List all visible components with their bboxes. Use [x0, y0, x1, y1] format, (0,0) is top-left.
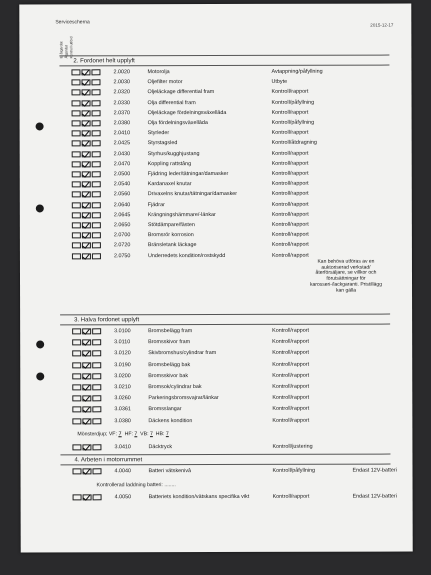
checklist-row	[72, 326, 348, 337]
checkbox[interactable]	[92, 100, 101, 106]
tread-hb-label: HB:	[155, 431, 165, 438]
checkbox[interactable]	[92, 253, 101, 259]
checklist-row	[72, 404, 348, 415]
checkbox[interactable]	[92, 468, 101, 474]
row-code: 3.0260	[114, 395, 131, 402]
checkbox[interactable]	[82, 151, 91, 157]
checkbox[interactable]	[82, 182, 91, 188]
row-action: Kontroll/rapport	[271, 242, 309, 249]
checkbox[interactable]	[82, 120, 91, 126]
row-action: Kontroll/rapport	[272, 350, 310, 357]
checklist-row	[72, 250, 348, 261]
row-description: Motorolja	[147, 69, 170, 76]
row-code: 2.0430	[113, 150, 131, 157]
row-code: 3.0100	[114, 328, 131, 335]
row-action: Kontroll/rapport	[271, 231, 309, 239]
row-description: Koppling rattstång	[147, 160, 192, 167]
row-action: Kontroll/påfyllning	[272, 467, 316, 474]
row-action: Kontroll/rapport	[272, 406, 310, 413]
row-code: 3.0190	[114, 361, 131, 368]
checklist-row	[72, 107, 348, 118]
row-note: Endast 12V-batteri	[352, 467, 397, 474]
row-description: Bränsletank läckage	[147, 242, 197, 249]
checkbox[interactable]	[72, 192, 81, 198]
checkbox[interactable]	[92, 202, 101, 208]
checklist-row	[72, 148, 348, 159]
row-description: Olja differential fram	[147, 99, 196, 106]
checklist-row	[72, 118, 348, 129]
checklist-row	[72, 415, 348, 426]
checklist-row	[72, 393, 348, 404]
row-description: Bromsrör korrosion	[147, 232, 194, 239]
checklist-row	[72, 465, 428, 476]
row-code: 3.0380	[114, 417, 131, 424]
checkbox[interactable]	[82, 171, 91, 177]
checklist-row	[72, 230, 348, 241]
row-action: Kontroll/rapport	[272, 327, 310, 334]
checklist-row	[73, 491, 429, 502]
row-action: Kontroll/rapport	[271, 160, 309, 167]
checkbox[interactable]	[82, 233, 91, 239]
checkbox[interactable]	[72, 243, 81, 249]
checkbox[interactable]	[92, 328, 101, 334]
checkbox[interactable]	[72, 384, 81, 390]
tread-hf-value[interactable]: 7	[134, 431, 138, 438]
row-description: Underredets kondition/rostskydd	[147, 252, 226, 259]
checkbox[interactable]	[92, 110, 101, 116]
row-action: Kontroll/rapport	[272, 361, 310, 368]
punch-hole	[36, 122, 44, 130]
checkbox[interactable]	[72, 171, 81, 177]
tread-hb-value[interactable]: 7	[165, 431, 169, 438]
checkbox[interactable]	[92, 181, 101, 187]
checklist-row	[72, 97, 348, 108]
checklist-row	[72, 179, 348, 190]
section-title: 3. Halva fordonet upplyft	[74, 316, 140, 323]
checkbox[interactable]	[72, 373, 81, 379]
checkbox[interactable]	[92, 120, 101, 126]
section-title: 4. Arbeten i motorrummet	[74, 456, 143, 463]
row-description: Batteri vätskenivå	[148, 468, 192, 475]
checkbox[interactable]	[72, 100, 81, 106]
row-code: 2.0030	[113, 79, 130, 86]
checkbox[interactable]	[92, 373, 101, 379]
punch-hole	[36, 204, 44, 212]
checklist-row	[72, 87, 348, 98]
checklist-row	[72, 370, 348, 381]
row-description: Bromsbelägg fram	[148, 328, 193, 335]
row-description: Styrhus/kugghjustang	[147, 150, 200, 157]
checkbox[interactable]	[82, 384, 91, 390]
row-description: Batteriets kondition/vätskans specifika vikt	[148, 493, 250, 501]
column-label: Kontroll utförd	[69, 36, 74, 59]
service-schedule-page	[19, 3, 412, 552]
checkbox[interactable]	[81, 80, 90, 86]
checkbox[interactable]	[92, 351, 101, 357]
row-code: 3.0110	[114, 339, 131, 346]
row-description: Däckens kondition	[148, 417, 193, 424]
checklist-row	[72, 240, 348, 251]
checkbox[interactable]	[91, 79, 100, 85]
row-action: Kontroll/rapport	[272, 417, 310, 424]
checkbox[interactable]	[72, 141, 81, 147]
column-label: Ej åtgärdat	[59, 41, 64, 59]
page-title: Servicescherna	[55, 19, 90, 26]
row-code: 3.0120	[114, 350, 131, 357]
tread-label: Mönsterdjup; VF:	[77, 431, 117, 438]
row-description: Parkeringsbromsvajrar/länkar	[148, 395, 219, 402]
checklist-row	[72, 138, 348, 149]
checkbox[interactable]	[72, 407, 81, 413]
checkbox[interactable]	[82, 90, 91, 96]
checkbox[interactable]	[92, 222, 101, 228]
row-code: 2.0330	[113, 99, 131, 106]
checklist-row	[71, 67, 347, 78]
row-action: Kontroll/rapport	[271, 129, 309, 137]
row-description: Bromsok/cylindrar bak	[148, 384, 202, 391]
row-description: Bromsskivor bak	[148, 372, 189, 379]
row-action: Kontroll/åtdragning	[271, 140, 317, 147]
checkbox[interactable]	[92, 362, 101, 368]
row-code: 3.0210	[114, 384, 131, 391]
row-action: Kontroll/rapport	[272, 338, 310, 346]
checkbox[interactable]	[93, 494, 102, 500]
row-description: Stötdämpare/fästen	[147, 222, 195, 229]
checkbox[interactable]	[92, 444, 101, 450]
checkbox[interactable]	[82, 407, 91, 413]
row-code: 2.0700	[113, 232, 131, 239]
row-action: Kontroll/rapport	[271, 201, 309, 208]
checkbox[interactable]	[82, 328, 91, 334]
checklist-row	[72, 169, 348, 180]
row-action: Kontroll/rapport	[271, 252, 309, 259]
checkbox[interactable]	[92, 339, 101, 345]
row-code: 2.0750	[113, 252, 131, 259]
row-description: Fjädrar	[147, 201, 165, 208]
row-action: Kontroll/rapport	[271, 191, 309, 198]
row-description: Drivaxelns knutar/tätningar/damasker	[147, 191, 238, 198]
checklist-row	[71, 77, 347, 88]
battery-charge-line: Kontrollerad laddning batteri: ........	[96, 482, 176, 489]
checkbox[interactable]	[82, 161, 91, 167]
row-action: Kontroll/justering	[272, 443, 313, 450]
row-code: 2.0500	[113, 171, 131, 178]
checkbox[interactable]	[72, 418, 81, 424]
row-action: Kontroll/rapport	[271, 89, 309, 96]
row-description: Fjädring leder/tätningar/damasker	[147, 170, 229, 178]
row-code: 3.0361	[114, 406, 131, 413]
checkbox[interactable]	[92, 161, 101, 167]
row-action: Avtappning/påfyllning	[271, 68, 323, 75]
row-code: 2.0370	[113, 110, 131, 117]
checkbox[interactable]	[72, 120, 81, 126]
column-labels	[59, 30, 74, 58]
checkbox[interactable]	[92, 171, 101, 177]
checkbox[interactable]	[72, 90, 81, 96]
checkbox[interactable]	[82, 340, 91, 346]
checklist-row	[72, 359, 348, 370]
row-description: Oljefilter motor	[147, 79, 183, 86]
row-action: Kontroll/rapport	[271, 170, 309, 177]
row-code: 2.0410	[113, 130, 131, 137]
checkbox[interactable]	[92, 151, 101, 157]
checkbox[interactable]	[82, 110, 91, 116]
row-description: Krängningshämmare/-länkar	[147, 211, 216, 218]
checkbox[interactable]	[82, 100, 91, 106]
row-action: Kontroll/rapport	[271, 221, 309, 228]
checkbox[interactable]	[92, 141, 101, 147]
checklist-row	[72, 199, 348, 210]
checkbox[interactable]	[71, 69, 80, 75]
row-code: 2.0560	[113, 191, 131, 198]
checkbox[interactable]	[82, 418, 91, 424]
row-action: Utbyte	[271, 79, 288, 86]
row-action: Kontroll/rapport	[271, 150, 309, 157]
checkbox[interactable]	[82, 444, 91, 450]
row-code: 2.0645	[113, 212, 131, 219]
checklist-row	[72, 348, 348, 359]
checkbox[interactable]	[91, 69, 100, 75]
checkbox[interactable]	[92, 407, 101, 413]
checklist-row	[72, 128, 348, 139]
checkbox[interactable]	[72, 328, 81, 334]
checkbox[interactable]	[72, 110, 81, 116]
checkbox[interactable]	[82, 131, 91, 137]
checkbox[interactable]	[72, 222, 81, 228]
row-action: Kontroll/rapport	[271, 180, 309, 188]
checkbox[interactable]	[82, 396, 91, 402]
row-code: 2.0650	[113, 222, 131, 229]
checkbox[interactable]	[82, 141, 91, 147]
row-description: Däcktryck	[148, 444, 173, 451]
row-code: 2.0320	[113, 89, 131, 96]
row-description: Oljeläckage fördelningsväxellåda	[147, 109, 227, 116]
checkbox[interactable]	[71, 80, 80, 86]
checkbox[interactable]	[92, 212, 101, 218]
checkbox[interactable]	[72, 212, 81, 218]
row-action: Kontroll/påfyllning	[271, 99, 315, 106]
checklist-row	[72, 382, 348, 393]
checkbox[interactable]	[92, 395, 101, 401]
checkbox[interactable]	[72, 161, 81, 167]
row-description: Bromsslangar	[148, 406, 182, 413]
column-label: Åtgärdat	[64, 45, 69, 59]
checkbox[interactable]	[72, 151, 81, 157]
row-description: Kardanaxel knutar	[147, 181, 192, 188]
punch-hole	[36, 372, 44, 380]
checkbox[interactable]	[72, 362, 81, 368]
row-action: Kontroll/påfyllning	[271, 119, 315, 126]
checkbox[interactable]	[72, 202, 81, 208]
checkbox[interactable]	[72, 444, 81, 450]
tread-vf-value[interactable]: 7	[118, 431, 122, 438]
checkbox[interactable]	[72, 468, 81, 474]
checkbox[interactable]	[72, 233, 81, 239]
row-description: Olja fördelningsväxellåda	[147, 120, 208, 127]
checklist-row	[72, 337, 348, 348]
tread-vb-value[interactable]: 7	[149, 431, 153, 438]
row-code: 2.0020	[113, 69, 130, 76]
row-description: Oljeläckage differential fram	[147, 89, 215, 96]
section-title: 2. Fordonet helt upplyft	[73, 57, 135, 64]
checklist-row	[72, 220, 348, 231]
checkbox[interactable]	[72, 340, 81, 346]
row-code: 2.0380	[113, 120, 131, 127]
row-description: Skivbromshus/cylindrar fram	[148, 350, 217, 357]
row-description: Styrleder	[147, 130, 170, 137]
warranty-note: Kan behöva utföras av en auktoriserad verkstad/återförsäljare, se villkor och förutsättningar för karosseri-/lackgaranti. Pristillägg kan gälla	[310, 258, 383, 294]
row-action: Kontroll/rapport	[272, 493, 310, 500]
checkbox[interactable]	[82, 373, 91, 379]
checklist-row	[72, 209, 348, 220]
row-action: Kontroll/rapport	[272, 383, 310, 390]
tread-depth-line	[77, 431, 168, 437]
row-note: Endast 12V-batteri	[352, 493, 397, 500]
checklist-row	[72, 442, 348, 453]
checkbox[interactable]	[72, 396, 81, 402]
row-code: 2.0425	[113, 140, 131, 147]
checkbox[interactable]	[92, 90, 101, 96]
checkbox[interactable]	[92, 243, 101, 249]
row-action: Kontroll/rapport	[271, 211, 309, 218]
checklist-row	[72, 158, 348, 169]
checkbox[interactable]	[82, 243, 91, 249]
row-code: 4.0050	[114, 494, 132, 501]
checkbox[interactable]	[72, 253, 81, 259]
row-description: Bromsskivor fram	[148, 339, 191, 346]
row-action: Kontroll/rapport	[271, 109, 309, 116]
row-code: 2.0720	[113, 242, 131, 249]
checkbox[interactable]	[82, 222, 91, 228]
checkbox[interactable]	[83, 494, 92, 500]
checkbox[interactable]	[82, 192, 91, 198]
row-description: Bromsbelägg bak	[148, 361, 191, 368]
punch-hole	[36, 340, 44, 348]
row-code: 2.0640	[113, 201, 131, 208]
row-code: 3.0200	[114, 373, 131, 380]
checkbox[interactable]	[82, 253, 91, 259]
checkbox[interactable]	[81, 69, 90, 75]
checkbox[interactable]	[82, 202, 91, 208]
checkbox[interactable]	[82, 351, 91, 357]
row-code: 4.0040	[114, 468, 132, 475]
row-action: Kontroll/rapport	[272, 394, 310, 402]
row-code: 2.0540	[113, 181, 131, 188]
checkbox[interactable]	[82, 212, 91, 218]
tread-vb-label: VB:	[140, 431, 149, 438]
tread-hf-label: HF:	[124, 431, 133, 438]
row-code: 2.0470	[113, 161, 131, 168]
checkbox[interactable]	[72, 131, 81, 137]
checkbox[interactable]	[82, 362, 91, 368]
page-date: 2015-12-17	[370, 22, 394, 28]
checkbox[interactable]	[92, 418, 101, 424]
row-code: 3.0410	[114, 444, 131, 451]
checkbox[interactable]	[73, 494, 82, 500]
checkbox[interactable]	[82, 468, 91, 474]
checklist-row	[72, 189, 348, 200]
checkbox[interactable]	[72, 182, 81, 188]
row-action: Kontroll/rapport	[272, 372, 310, 379]
checkbox[interactable]	[92, 130, 101, 136]
row-description: Styrstagsled	[147, 140, 178, 147]
checkbox[interactable]	[92, 192, 101, 198]
checkbox[interactable]	[72, 351, 81, 357]
checkbox[interactable]	[92, 384, 101, 390]
checkbox[interactable]	[92, 232, 101, 238]
